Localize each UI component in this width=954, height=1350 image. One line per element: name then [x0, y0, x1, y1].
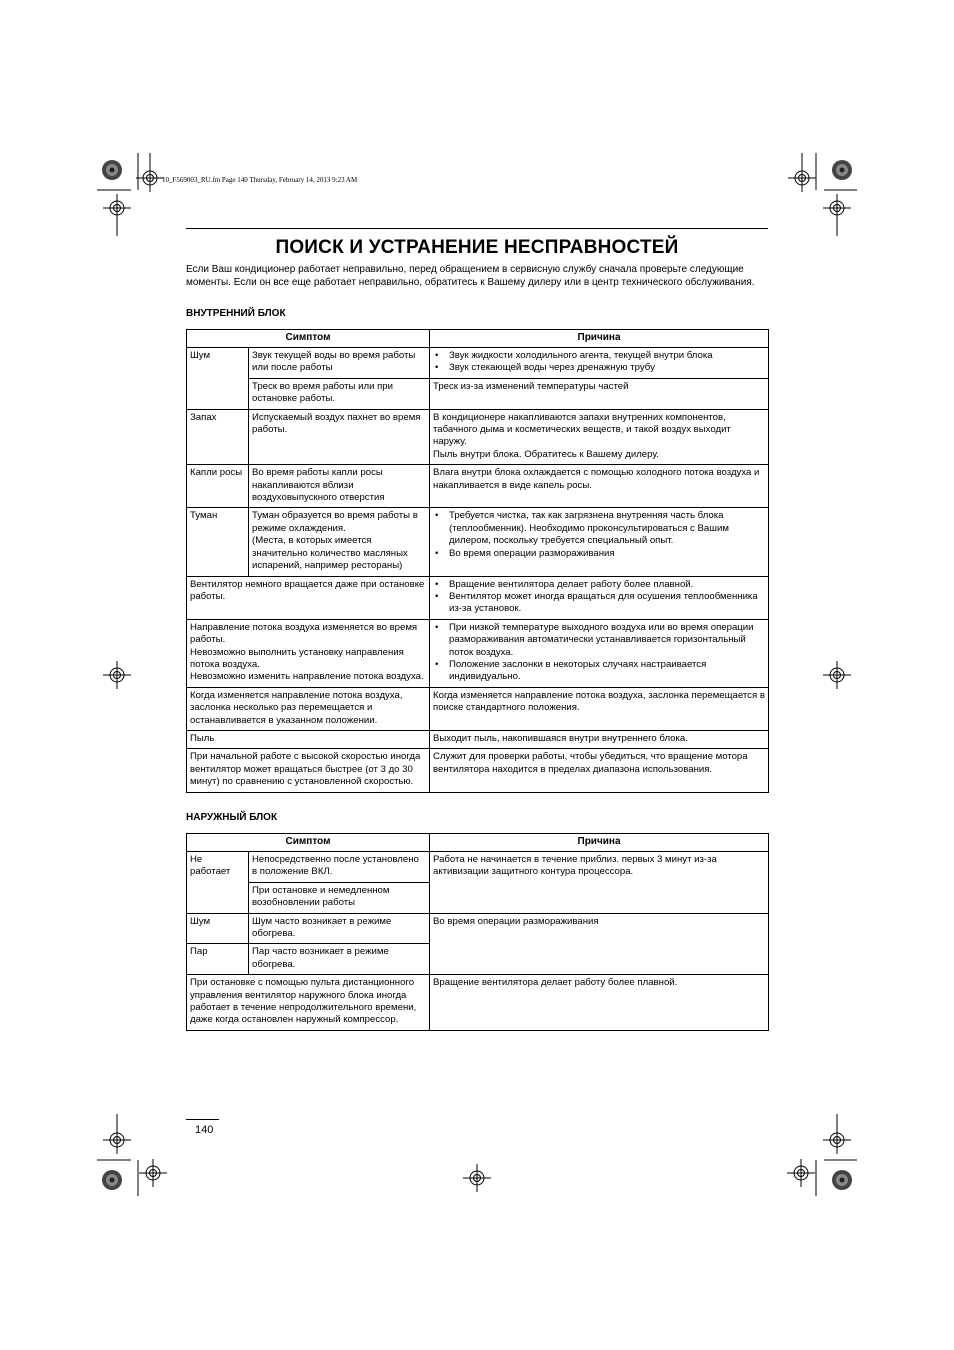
- symptom-text: (Места, в которых имеется значительно количество масляных испарений, например рестораны): [252, 535, 408, 572]
- cause-cell: [430, 576, 769, 619]
- symptom-cell: Непосредственно после установлено в положение ВКЛ.: [249, 852, 430, 883]
- col-symptom: Симптом: [187, 834, 430, 852]
- cause-cell: Работа не начинается в течение приблиз. первых 3 минут из-за активизации защитного контура процессора.: [430, 852, 769, 914]
- table-row: [187, 852, 769, 883]
- list-item: • Вентилятор может иногда вращаться для осушения теплообменника из-за установок.: [449, 591, 765, 616]
- symptom-text: Невозможно изменить направление потока воздуха.: [190, 671, 424, 683]
- symptom-cell: [187, 619, 430, 687]
- cause-text: Пыль внутри блока. Обратитесь к Вашему дилеру.: [433, 448, 659, 460]
- cause-cell: Выходит пыль, накопившаяся внутри внутреннего блока.: [430, 730, 769, 748]
- page-number: 140: [195, 1124, 214, 1136]
- list-item: • Положение заслонки в некоторых случаях настраивается индивидуально.: [449, 659, 765, 684]
- file-info: 10_F569003_RU.fm Page 140 Thursday, February 14, 2013 9:23 AM: [162, 176, 358, 184]
- table-row: [187, 975, 769, 1031]
- symptom-cell: Вентилятор немного вращается даже при остановке работы.: [187, 576, 430, 619]
- symptom-cell: Пыль: [187, 730, 430, 748]
- symptom-cell: При остановке с помощью пульта дистанционного управления вентилятор наружного блока иногда работает в течение непродолжительного времени, даже когда остановлен наружный компрессор.: [187, 975, 430, 1031]
- table-row: [187, 687, 769, 730]
- table-row: [187, 465, 769, 508]
- cause-cell: Когда изменяется направление потока воздуха, заслонка перемещается в поиске стандартного положения.: [430, 687, 769, 730]
- group-cell: Туман: [187, 508, 249, 576]
- cause-cell: [430, 508, 769, 576]
- table-row: [187, 730, 769, 748]
- page-number-rule: [186, 1119, 219, 1120]
- table-row: [187, 576, 769, 619]
- col-symptom: Симптом: [187, 330, 430, 348]
- symptom-cell: Пар часто возникает в режиме обогрева.: [249, 944, 430, 975]
- intro-text: Если Ваш кондиционер работает неправильно, перед обращением в сервисную службу сначала проверьте следующие моменты. Если он все еще работает неправильно, обратитесь к Вашему дилеру или в центр технического обслуживания.: [186, 264, 755, 288]
- page-title: ПОИСК И УСТРАНЕНИЕ НЕСПРАВНОСТЕЙ: [275, 237, 679, 258]
- cause-cell: [430, 348, 769, 379]
- cause-cell: Служит для проверки работы, чтобы убедиться, что вращение мотора вентилятора находится в пределах диапазона использования.: [430, 749, 769, 792]
- table-row: [187, 508, 769, 576]
- symptom-cell: Шум часто возникает в режиме обогрева.: [249, 913, 430, 944]
- group-cell: Запах: [187, 409, 249, 465]
- symptom-cell: Когда изменяется направление потока воздуха, заслонка несколько раз перемещается и останавливается в указанном положении.: [187, 687, 430, 730]
- symptom-cell: Треск во время работы или при остановке работы.: [249, 378, 430, 409]
- group-cell: Шум: [187, 348, 249, 410]
- cause-cell: Треск из-за изменений температуры частей: [430, 378, 769, 409]
- symptom-text: Туман образуется во время работы в режиме охлаждения.: [252, 510, 418, 534]
- col-cause: Причина: [430, 834, 769, 852]
- group-cell: Шум: [187, 913, 249, 944]
- symptom-text: Невозможно выполнить установку направления потока воздуха.: [190, 646, 404, 670]
- table-row: [187, 913, 769, 944]
- col-cause: Причина: [430, 330, 769, 348]
- outdoor-heading: НАРУЖНЫЙ БЛОК: [186, 812, 278, 823]
- list-item: • Звук жидкости холодильного агента, текущей внутри блока: [449, 350, 765, 362]
- symptom-text: Направление потока воздуха изменяется во время работы.: [190, 621, 418, 646]
- table-row: [187, 749, 769, 792]
- indoor-table: [186, 329, 769, 793]
- symptom-cell: При начальной работе с высокой скоростью иногда вентилятор может вращаться быстрее (от 3 до 30 минут) по сравнению с установленной скоростью.: [187, 749, 430, 792]
- table-row: [187, 378, 769, 409]
- list-item: • При низкой температуре выходного воздуха или во время операции размораживания автоматически устанавливается горизонтальный поток воздуха.: [449, 622, 765, 659]
- group-cell: Пар: [187, 944, 249, 975]
- table-row: [187, 348, 769, 379]
- list-item: • Звук стекающей воды через дренажную трубу: [449, 362, 765, 374]
- symptom-cell: Звук текущей воды во время работы или после работы: [249, 348, 430, 379]
- group-cell: Не работает: [187, 852, 249, 914]
- cause-cell: [430, 409, 769, 465]
- table-row: [187, 619, 769, 687]
- cause-cell: [430, 619, 769, 687]
- cause-cell: Во время операции размораживания: [430, 913, 769, 975]
- cause-text: В кондиционере накапливаются запахи внутренних компонентов, табачного дыма и косметических веществ, и такой воздух выходит наружу.: [433, 411, 731, 448]
- list-item: • Требуется чистка, так как загрязнена внутренняя часть блока (теплообменник). Необходимо проконсультироваться с Вашим дилером, поскольку требуется специальный опыт.: [449, 510, 765, 547]
- cause-cell: Вращение вентилятора делает работу более плавной.: [430, 975, 769, 1031]
- list-item: • Во время операции размораживания: [449, 548, 765, 560]
- symptom-cell: Во время работы капли росы накапливаются вблизи воздуховыпускного отверстия: [249, 465, 430, 508]
- group-cell: Капли росы: [187, 465, 249, 508]
- top-rule: [186, 228, 768, 229]
- indoor-heading: ВНУТРЕННИЙ БЛОК: [186, 308, 286, 319]
- table-row: [187, 409, 769, 465]
- cause-cell: Влага внутри блока охлаждается с помощью холодного потока воздуха и накапливается в виде капель росы.: [430, 465, 769, 508]
- outdoor-table: [186, 833, 769, 1031]
- list-item: • Вращение вентилятора делает работу более плавной.: [449, 579, 765, 591]
- symptom-cell: [249, 508, 430, 576]
- symptom-cell: Испускаемый воздух пахнет во время работы.: [249, 409, 430, 465]
- symptom-cell: При остановке и немедленном возобновлении работы: [249, 882, 430, 913]
